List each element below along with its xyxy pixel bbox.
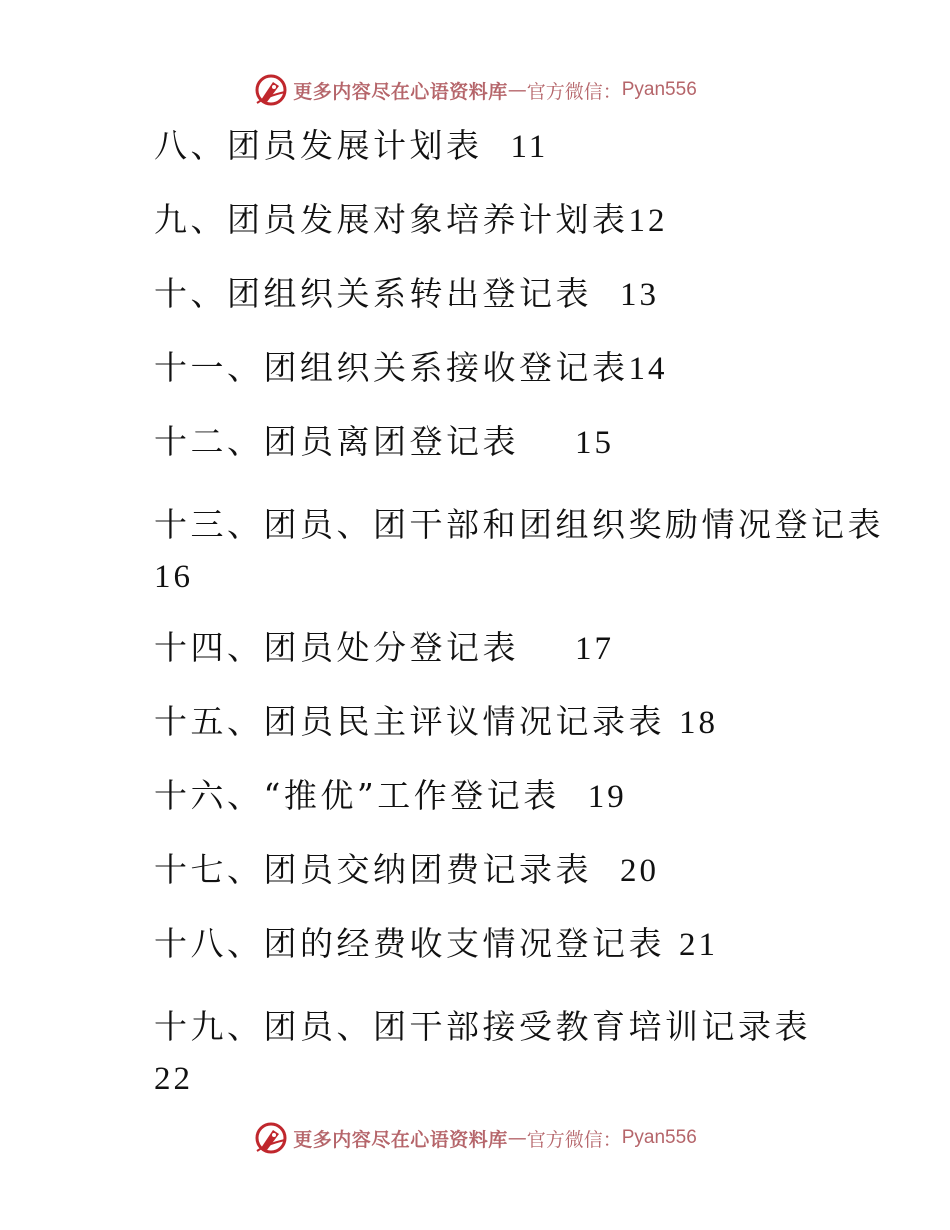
toc-entry [154,702,718,743]
toc-gap [592,274,620,313]
toc-entry [154,348,668,389]
toc-label: 十二、团员离团登记表 [154,422,519,461]
pen-nib-icon [253,1120,289,1156]
toc-entry [154,776,627,817]
toc-page-number: 15 [574,425,614,461]
banner-separator: — [507,79,527,101]
toc-page-number: 17 [574,631,614,667]
toc-label: 十四、团员处分登记表 [154,628,519,667]
header-banner-content [253,72,697,108]
toc-entry [154,274,659,315]
banner-official-label: 官方微信： [526,80,622,103]
toc-label: 十三、团员、团干部和团组织奖励情况登记表 [154,505,884,544]
toc-label: 十八、团的经费收支情况登记表 [154,924,665,963]
footer-banner-content [253,1120,697,1156]
toc-gap [519,422,575,461]
toc-entry [154,924,718,965]
toc-page-number: 21 [679,927,718,963]
toc-page-number: 20 [619,853,659,889]
toc-entry [154,422,614,463]
toc-label: 十六、“推优”工作登记表 [154,776,560,815]
toc-page-number: 16 [154,559,193,595]
toc-entry [154,496,884,606]
toc-page-number: 19 [587,779,627,815]
toc-label: 十七、团员交纳团费记录表 [154,850,592,889]
toc-gap [519,628,575,667]
toc-page-number: 22 [154,1061,193,1097]
banner-separator: — [507,1127,527,1149]
toc-page-number: 14 [628,351,668,387]
toc-entry [154,126,548,167]
banner-text: 更多内容尽在心语资料库 [293,1128,508,1151]
banner-official-label: 官方微信： [526,1128,622,1151]
toc-gap [483,126,511,165]
toc-entry [154,998,811,1108]
toc-page-number: 12 [628,203,668,239]
toc-gap [665,702,679,741]
toc-label: 十、团组织关系转出登记表 [154,274,592,313]
toc-page-number: 13 [619,277,659,313]
toc-entry [154,628,614,669]
toc-entry [154,200,668,241]
toc-label: 十五、团员民主评议情况记录表 [154,702,665,741]
banner-account: Pyan556 [621,1127,697,1148]
toc-label: 八、团员发展计划表 [154,126,483,165]
toc-label: 十一、团组织关系接收登记表 [154,348,629,387]
toc-gap [560,776,588,815]
pen-nib-icon [253,72,289,108]
toc-label: 九、团员发展对象培养计划表 [154,200,629,239]
toc-gap [592,850,620,889]
toc-label: 十九、团员、团干部接受教育培训记录表 [154,1007,811,1046]
footer-banner [0,1118,950,1158]
header-banner [0,70,950,110]
banner-account: Pyan556 [621,79,697,100]
toc-entry [154,850,659,891]
toc-page-number: 11 [510,129,549,165]
banner-text: 更多内容尽在心语资料库 [293,80,508,103]
toc-page-number: 18 [679,705,718,741]
toc-gap [665,924,679,963]
